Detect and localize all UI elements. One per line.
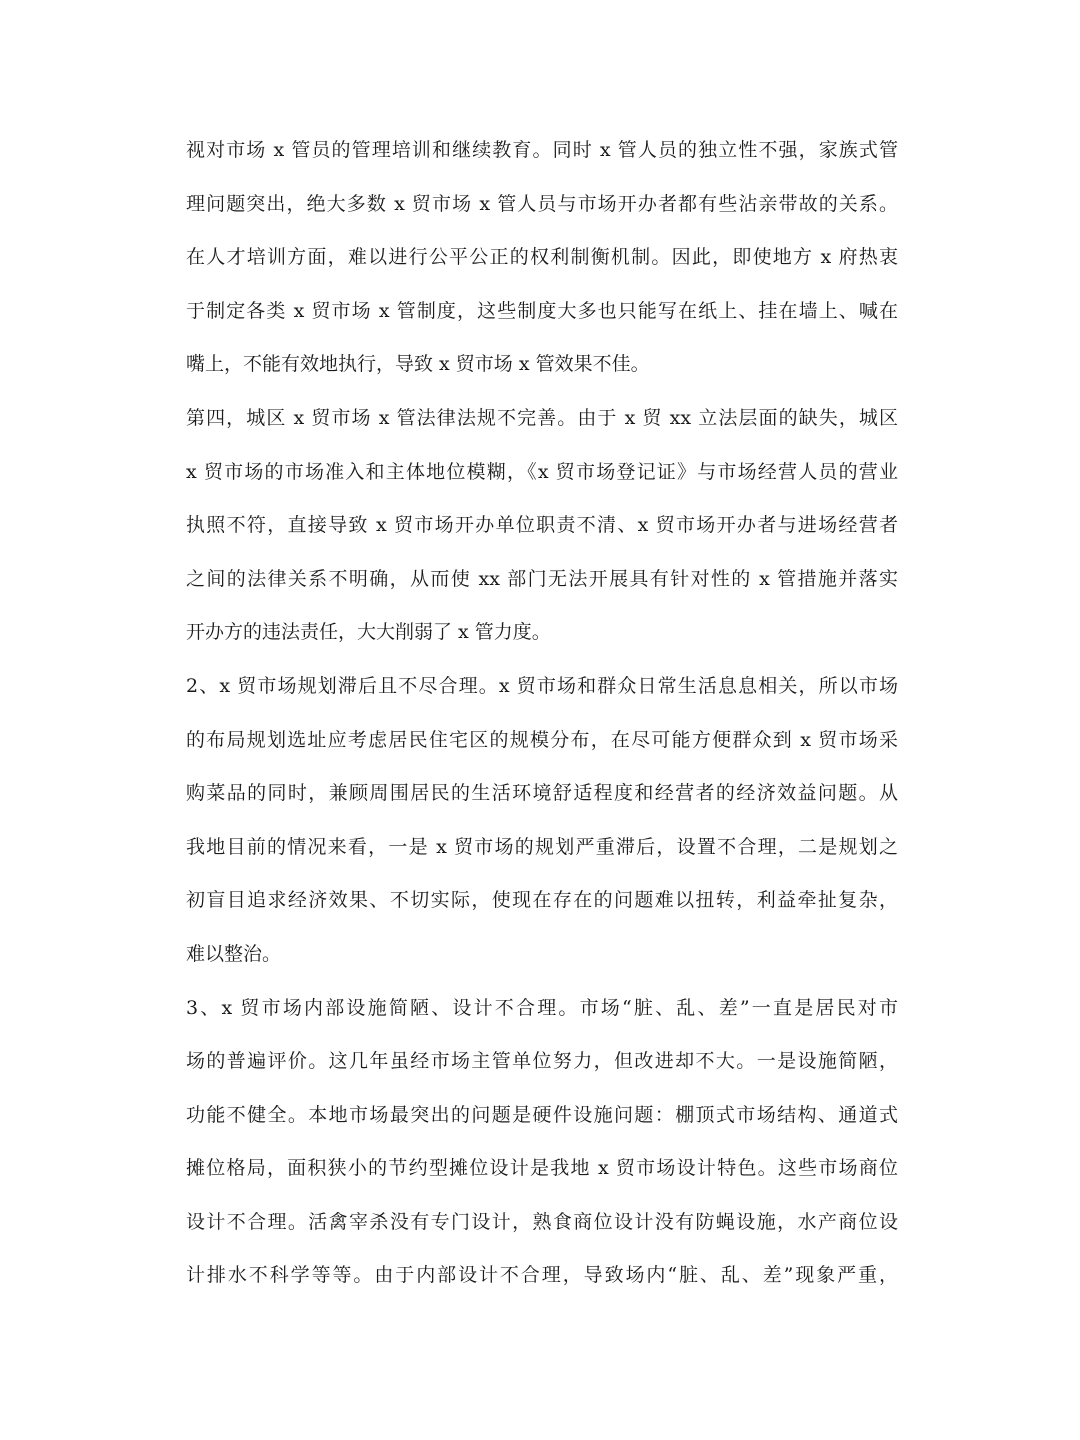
text-line: 开办方的违法责任，大大削弱了 x 管力度。 [186, 621, 551, 644]
text-line: 2、x 贸市场规划滞后且不尽合理。x 贸市场和群众日常生活息息相关，所以市场 [186, 674, 898, 697]
text-line: 视对市场 x 管员的管理培训和继续教育。同时 x 管人员的独立性不强，家族式管 [186, 139, 898, 161]
text-line: 设计不合理。活禽宰杀没有专门设计，熟食商位设计没有防蝇设施，水产商位设 [186, 1210, 898, 1233]
text-line: 3、x 贸市场内部设施简陋、设计不合理。市场“脏、乱、差”一直是居民对市 [186, 996, 898, 1019]
text-line: 理问题突出，绝大多数 x 贸市场 x 管人员与市场开办者都有些沾亲带故的关系。 [186, 192, 898, 215]
text-line: 我地目前的情况来看，一是 x 贸市场的规划严重滞后，设置不合理，二是规划之 [186, 835, 898, 858]
text-line: 第四，城区 x 贸市场 x 管法律法规不完善。由于 x 贸 xx 立法层面的缺失，城区 [186, 406, 898, 429]
text-line: 购菜品的同时，兼顾周围居民的生活环境舒适程度和经营者的经济效益问题。从 [186, 782, 898, 805]
text-line: 于制定各类 x 贸市场 x 管制度，这些制度大多也只能写在纸上、挂在墙上、喊在 [186, 299, 898, 322]
text-line: 的布局规划选址应考虑居民住宅区的规模分布，在尽可能方便群众到 x 贸市场采 [186, 728, 898, 751]
text-line: 之间的法律关系不明确，从而使 xx 部门无法开展具有针对性的 x 管措施并落实 [186, 567, 898, 590]
text-line: x 贸市场的市场准入和主体地位模糊，《x 贸市场登记证》与市场经营人员的营业 [186, 460, 898, 483]
text-line: 执照不符，直接导致 x 贸市场开办单位职责不清、x 贸市场开办者与进场经营者 [186, 514, 898, 537]
text-line: 功能不健全。本地市场最突出的问题是硬件设施问题：棚顶式市场结构、通道式 [186, 1103, 898, 1126]
body-text [186, 124, 898, 1303]
text-line: 摊位格局，面积狭小的节约型摊位设计是我地 x 贸市场设计特色。这些市场商位 [186, 1157, 898, 1180]
text-line: 嘴上，不能有效地执行，导致 x 贸市场 x 管效果不佳。 [186, 353, 650, 376]
text-line: 在人才培训方面，难以进行公平公正的权利制衡机制。因此，即使地方 x 府热衷 [186, 246, 898, 269]
text-line: 场的普遍评价。这几年虽经市场主管单位努力，但改进却不大。一是设施简陋， [186, 1050, 898, 1073]
text-line: 计排水不科学等等。由于内部设计不合理，导致场内“脏、乱、差”现象严重， [186, 1264, 898, 1287]
text-line: 初盲目追求经济效果、不切实际，使现在存在的问题难以扭转，利益牵扯复杂， [186, 889, 898, 912]
text-line: 难以整治。 [186, 942, 282, 965]
